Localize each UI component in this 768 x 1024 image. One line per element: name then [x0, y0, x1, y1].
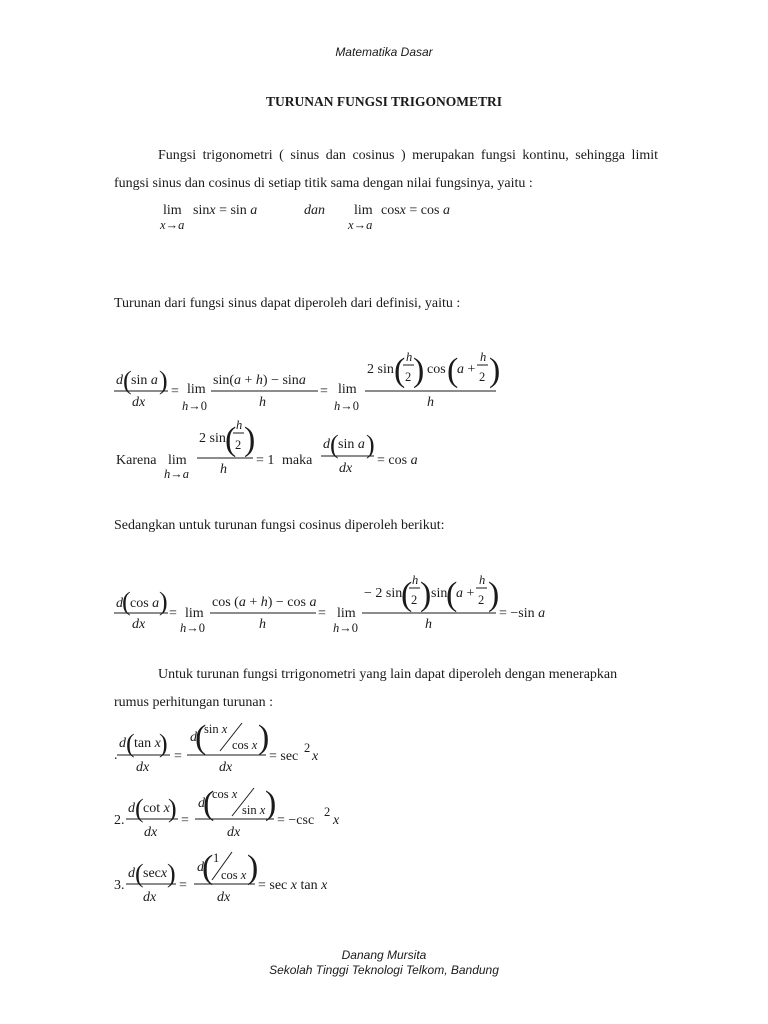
- svg-text:2: 2: [324, 805, 331, 819]
- svg-text:(: (: [446, 576, 458, 613]
- svg-text:sin a: sin a: [338, 437, 365, 452]
- svg-text:(: (: [122, 587, 131, 616]
- svg-text:=: =: [179, 878, 187, 893]
- document-title: TURUNAN FUNGSI TRIGONOMETRI: [265, 94, 503, 109]
- svg-text:(: (: [135, 794, 144, 823]
- svg-text:d: d: [197, 860, 204, 875]
- svg-text:=: =: [174, 749, 182, 764]
- svg-text:= sec x tan x: = sec x tan x: [258, 878, 328, 893]
- svg-text:dx: dx: [132, 395, 146, 410]
- svg-text:): ): [168, 794, 177, 823]
- svg-text:h: h: [220, 462, 227, 477]
- svg-text:sin: sin: [431, 586, 448, 601]
- maka-word: maka: [282, 453, 313, 468]
- svg-text:h: h: [406, 350, 413, 364]
- svg-text:(: (: [135, 859, 144, 888]
- svg-text:h: h: [480, 350, 487, 364]
- svg-text:2: 2: [411, 593, 418, 607]
- svg-text:= cos a: = cos a: [377, 453, 418, 468]
- intro-paragraph: Fungsi trigonometri ( sinus dan cosinus ) merupakan fungsi kontinu, sehingga limit fungsi sinus dan cosinus di setiap titik sama dengan nilai fungsinya, yaitu :: [114, 148, 658, 191]
- svg-text:cos (a + h) − cos a: cos (a + h) − cos a: [212, 595, 317, 610]
- svg-text:sinx = sin a: sinx = sin a: [193, 203, 258, 218]
- svg-text:): ): [244, 421, 256, 458]
- svg-text:cos a: cos a: [130, 596, 160, 611]
- svg-text:dx: dx: [136, 760, 150, 775]
- svg-text:1: 1: [213, 851, 220, 865]
- svg-text:sin a: sin a: [131, 373, 158, 388]
- limit-identities-equation: [159, 203, 450, 232]
- other-intro-line-2: rumus perhitungan turunan :: [114, 695, 274, 710]
- svg-text:2: 2: [235, 438, 242, 452]
- svg-text:): ): [489, 352, 501, 389]
- svg-text:2: 2: [304, 741, 311, 755]
- svg-text:=: =: [169, 606, 177, 621]
- sec-derivative-equation: [114, 849, 328, 905]
- svg-text:secx: secx: [143, 866, 168, 881]
- cosine-intro-text: Sedangkan untuk turunan fungsi cosinus diperoleh berikut:: [114, 518, 445, 533]
- svg-text:sin(a + h) − sina: sin(a + h) − sina: [213, 373, 306, 388]
- svg-text:lim: lim: [168, 453, 187, 468]
- sine-limit-result-equation: [116, 418, 418, 481]
- item-marker-1: .: [114, 748, 118, 763]
- svg-text:h→0: h→0: [182, 399, 207, 413]
- svg-text:=: =: [320, 384, 328, 399]
- svg-text:h: h: [479, 573, 486, 587]
- svg-text:dx: dx: [217, 890, 231, 905]
- svg-text:d: d: [198, 796, 205, 811]
- svg-text:=: =: [171, 384, 179, 399]
- svg-text:sin x: sin x: [204, 722, 228, 736]
- svg-text:=: =: [181, 813, 189, 828]
- svg-text:lim: lim: [338, 382, 357, 397]
- svg-text:− 2 sin: − 2 sin: [364, 586, 403, 601]
- svg-text:): ): [159, 366, 168, 395]
- svg-text:dx: dx: [219, 760, 233, 775]
- svg-text:h: h: [259, 395, 266, 410]
- svg-text:x→a: x→a: [348, 218, 373, 232]
- svg-text:= 1: = 1: [256, 453, 275, 468]
- running-header: Matematika Dasar: [335, 45, 433, 59]
- svg-text:2: 2: [479, 370, 486, 384]
- svg-text:2 sin: 2 sin: [367, 362, 394, 377]
- footer-author: Danang Mursita: [341, 948, 427, 962]
- svg-text:x→a: x→a: [160, 218, 185, 232]
- svg-text:cos: cos: [427, 362, 446, 377]
- svg-text:): ): [159, 587, 168, 616]
- other-intro-line-1: Untuk turunan fungsi trrigonometri yang lain dapat diperoleh dengan menerapkan: [158, 667, 618, 682]
- svg-text:cos x: cos x: [221, 868, 247, 882]
- svg-text:tan x: tan x: [134, 736, 161, 751]
- svg-text:): ): [159, 729, 168, 758]
- svg-text:): ): [488, 576, 500, 613]
- sine-intro-text: Turunan dari fungsi sinus dapat diperoleh dari definisi, yaitu :: [114, 296, 461, 311]
- item-marker-3: 3.: [114, 878, 125, 893]
- svg-text:a +: a +: [457, 362, 476, 377]
- svg-text:): ): [420, 576, 432, 613]
- svg-text:d: d: [116, 596, 123, 611]
- tan-derivative-equation: [114, 719, 319, 775]
- svg-text:lim: lim: [187, 382, 206, 397]
- svg-text:): ): [247, 849, 259, 886]
- svg-text:h→0: h→0: [333, 621, 358, 635]
- svg-text:h→0: h→0: [180, 621, 205, 635]
- svg-text:): ): [258, 719, 270, 756]
- svg-text:h: h: [427, 395, 434, 410]
- svg-text:d: d: [128, 866, 135, 881]
- svg-text:h: h: [259, 617, 266, 632]
- svg-text:h: h: [236, 418, 243, 432]
- svg-text:): ): [366, 430, 375, 459]
- svg-text:(: (: [330, 430, 339, 459]
- svg-text:d: d: [323, 437, 330, 452]
- svg-text:d: d: [128, 801, 135, 816]
- svg-text:d: d: [119, 736, 126, 751]
- svg-text:dx: dx: [143, 890, 157, 905]
- svg-text:): ): [265, 785, 277, 822]
- svg-text:(: (: [225, 421, 237, 458]
- svg-text:= −csc: = −csc: [277, 813, 315, 828]
- svg-text:(: (: [126, 729, 135, 758]
- svg-text:lim: lim: [185, 606, 204, 621]
- svg-text:= −sin a: = −sin a: [499, 606, 546, 621]
- svg-text:2: 2: [478, 593, 485, 607]
- svg-text:lim: lim: [163, 203, 182, 218]
- svg-text:x: x: [312, 749, 319, 764]
- svg-text:(: (: [195, 719, 207, 756]
- footer-institution: Sekolah Tinggi Teknologi Telkom, Bandung: [269, 963, 499, 977]
- svg-text:lim: lim: [354, 203, 373, 218]
- svg-text:x: x: [333, 813, 340, 828]
- svg-text:): ): [167, 859, 176, 888]
- svg-text:h: h: [412, 573, 419, 587]
- limit-connective: dan: [304, 203, 325, 218]
- svg-text:sin x: sin x: [242, 803, 266, 817]
- karena-word: Karena: [116, 453, 157, 468]
- svg-text:(: (: [203, 785, 215, 822]
- svg-text:2 sin: 2 sin: [199, 431, 226, 446]
- svg-text:d: d: [116, 373, 123, 388]
- svg-text:(: (: [447, 352, 459, 389]
- svg-text:lim: lim: [337, 606, 356, 621]
- svg-text:h→a: h→a: [164, 467, 189, 481]
- svg-text:(: (: [401, 576, 413, 613]
- svg-text:dx: dx: [339, 461, 353, 476]
- svg-text:2: 2: [405, 370, 412, 384]
- svg-text:(: (: [394, 352, 406, 389]
- svg-text:h: h: [425, 617, 432, 632]
- svg-text:= sec: = sec: [269, 749, 299, 764]
- svg-text:a +: a +: [456, 586, 475, 601]
- svg-text:(: (: [123, 366, 132, 395]
- svg-text:dx: dx: [227, 825, 241, 840]
- svg-text:cos x: cos x: [232, 738, 258, 752]
- item-marker-2: 2.: [114, 813, 125, 828]
- svg-text:h→0: h→0: [334, 399, 359, 413]
- svg-text:d: d: [190, 730, 197, 745]
- cot-derivative-equation: [114, 785, 340, 840]
- svg-text:=: =: [318, 606, 326, 621]
- svg-text:cot x: cot x: [143, 801, 170, 816]
- svg-text:dx: dx: [144, 825, 158, 840]
- svg-text:(: (: [202, 849, 214, 886]
- svg-text:): ): [413, 352, 425, 389]
- svg-text:dx: dx: [132, 617, 146, 632]
- cosine-derivative-equation: [114, 573, 545, 635]
- svg-text:cosx = cos a: cosx = cos a: [381, 203, 450, 218]
- sine-derivative-equation: [114, 350, 500, 413]
- svg-text:cos x: cos x: [212, 787, 238, 801]
